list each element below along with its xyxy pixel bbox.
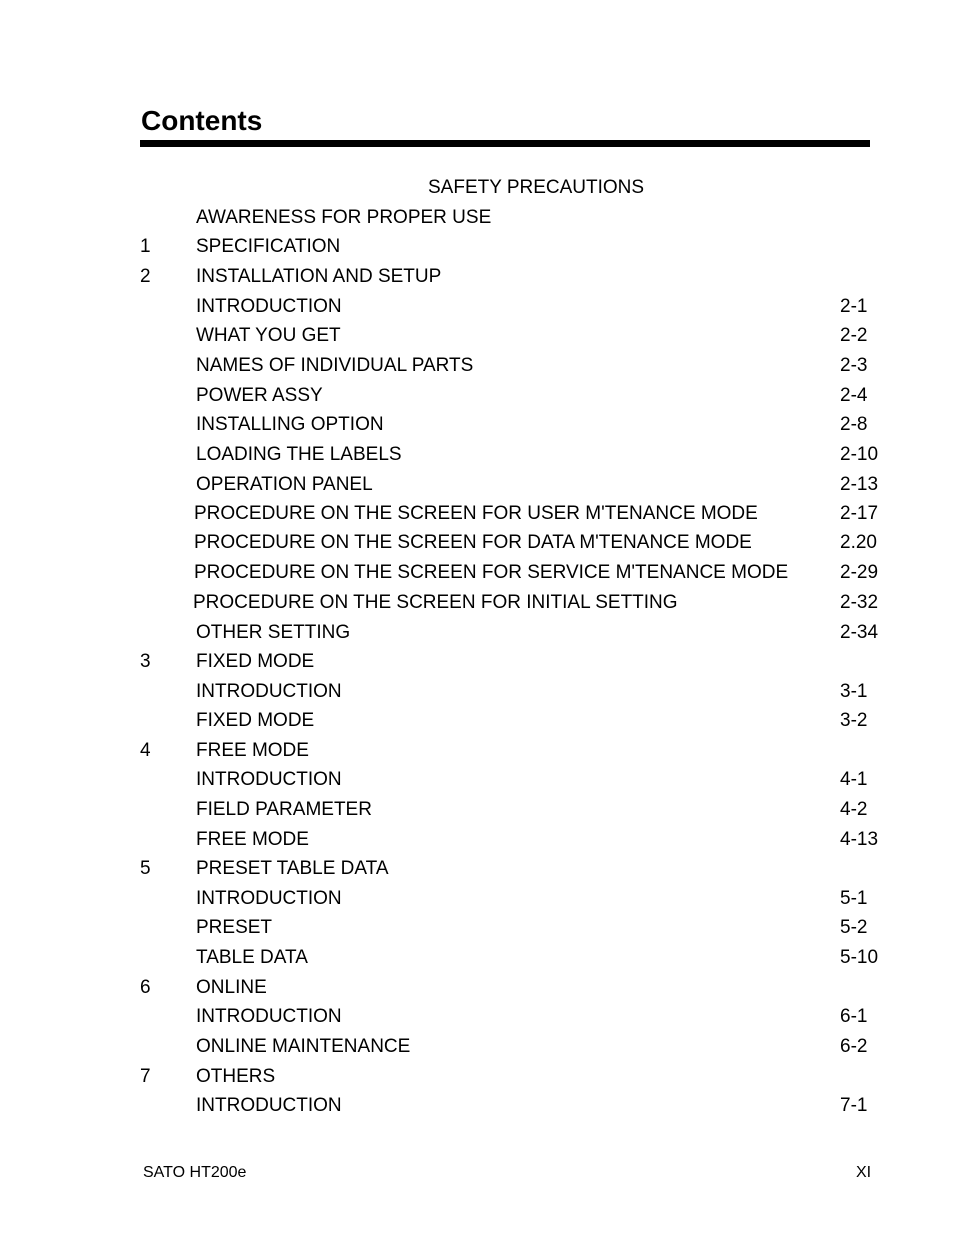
footer-page-number: XI bbox=[856, 1164, 872, 1181]
toc-entry bbox=[0, 828, 954, 852]
toc-entry bbox=[0, 206, 954, 230]
toc-entry bbox=[0, 768, 954, 792]
toc-title: PROCEDURE ON THE SCREEN FOR DATA M'TENANCE MODE bbox=[194, 532, 752, 553]
toc-number: 2 bbox=[140, 266, 151, 287]
toc-title: SPECIFICATION bbox=[196, 236, 341, 257]
toc-title: PROCEDURE ON THE SCREEN FOR INITIAL SETTING bbox=[193, 592, 678, 613]
toc-entry bbox=[0, 324, 954, 348]
toc-title: NAMES OF INDIVIDUAL PARTS bbox=[196, 355, 474, 376]
toc-entry bbox=[0, 265, 954, 289]
toc-title: INSTALLATION AND SETUP bbox=[196, 266, 442, 287]
toc-title: TABLE DATA bbox=[196, 947, 308, 968]
toc-page: 2-3 bbox=[840, 355, 868, 376]
toc-title: FREE MODE bbox=[196, 740, 309, 761]
toc-entry bbox=[0, 413, 954, 437]
toc-entry bbox=[0, 976, 954, 1000]
toc-entry bbox=[0, 1005, 954, 1029]
toc-page: 2-1 bbox=[840, 296, 868, 317]
page-title: Contents bbox=[141, 105, 263, 136]
toc-page: 4-2 bbox=[840, 799, 868, 820]
toc-entry bbox=[0, 887, 954, 911]
toc-title: WHAT YOU GET bbox=[196, 325, 341, 346]
toc-title: INSTALLING OPTION bbox=[196, 414, 384, 435]
toc-title: INTRODUCTION bbox=[196, 1095, 342, 1116]
toc-title: FIXED MODE bbox=[196, 710, 315, 731]
footer-product-name: SATO HT200e bbox=[143, 1164, 247, 1181]
toc-entry bbox=[0, 916, 954, 940]
toc-entry bbox=[0, 176, 954, 200]
toc-title: POWER ASSY bbox=[196, 385, 323, 406]
toc-entry bbox=[0, 680, 954, 704]
toc-title: ONLINE MAINTENANCE bbox=[196, 1036, 411, 1057]
toc-entry bbox=[0, 1065, 954, 1089]
toc-number: 1 bbox=[140, 236, 151, 257]
toc-title: PRESET bbox=[196, 917, 273, 938]
toc-title: INTRODUCTION bbox=[196, 296, 342, 317]
toc-page: 7-1 bbox=[840, 1095, 868, 1116]
toc-title: PRESET TABLE DATA bbox=[196, 858, 389, 879]
toc-entry bbox=[0, 531, 954, 555]
toc-page: 5-10 bbox=[840, 947, 879, 968]
toc-page: 2-2 bbox=[840, 325, 868, 346]
toc-title: OTHER SETTING bbox=[196, 622, 351, 643]
toc-entry bbox=[0, 1094, 954, 1118]
toc-entry bbox=[0, 561, 954, 585]
toc-page: 2-29 bbox=[840, 562, 879, 583]
toc-title: OTHERS bbox=[196, 1066, 276, 1087]
toc-title: INTRODUCTION bbox=[196, 1006, 342, 1027]
toc-page: 4-13 bbox=[840, 829, 879, 850]
toc-number: 4 bbox=[140, 740, 151, 761]
toc-entry bbox=[0, 1035, 954, 1059]
toc-entry bbox=[0, 650, 954, 674]
toc-title: SAFETY PRECAUTIONS bbox=[428, 177, 645, 198]
toc-page: 2-4 bbox=[840, 385, 868, 406]
toc-title: INTRODUCTION bbox=[196, 888, 342, 909]
toc-entry bbox=[0, 857, 954, 881]
toc-entry bbox=[0, 502, 954, 526]
toc-page: 6-2 bbox=[840, 1036, 868, 1057]
toc-title: FREE MODE bbox=[196, 829, 309, 850]
toc-title: LOADING THE LABELS bbox=[196, 444, 402, 465]
toc-page: 2-32 bbox=[840, 592, 879, 613]
toc-number: 7 bbox=[140, 1066, 151, 1087]
toc-entry bbox=[0, 235, 954, 259]
toc-entry bbox=[0, 739, 954, 763]
toc-page: 2-34 bbox=[840, 622, 879, 643]
toc-number: 6 bbox=[140, 977, 151, 998]
toc-title: FIXED MODE bbox=[196, 651, 315, 672]
toc-page: 3-1 bbox=[840, 681, 868, 702]
toc-page: 2-8 bbox=[840, 414, 868, 435]
toc-number: 5 bbox=[140, 858, 151, 879]
toc-page: 2-13 bbox=[840, 474, 879, 495]
toc-page: 2-10 bbox=[840, 444, 879, 465]
toc-entry bbox=[0, 946, 954, 970]
toc-title: PROCEDURE ON THE SCREEN FOR SERVICE M'TENANCE MODE bbox=[194, 562, 789, 583]
toc-page: 6-1 bbox=[840, 1006, 868, 1027]
toc-entry bbox=[0, 354, 954, 378]
toc-page: 5-1 bbox=[840, 888, 868, 909]
toc-entry bbox=[0, 709, 954, 733]
toc-page: 2.20 bbox=[840, 532, 877, 553]
toc-entry bbox=[0, 384, 954, 408]
toc-entry bbox=[0, 443, 954, 467]
toc-page: 3-2 bbox=[840, 710, 868, 731]
title-rule bbox=[140, 140, 870, 147]
toc-entry bbox=[0, 295, 954, 319]
toc-page: 4-1 bbox=[840, 769, 868, 790]
toc-title: ONLINE bbox=[196, 977, 267, 998]
toc-title: AWARENESS FOR PROPER USE bbox=[196, 207, 492, 228]
toc-title: PROCEDURE ON THE SCREEN FOR USER M'TENANCE MODE bbox=[194, 503, 758, 524]
toc-title: OPERATION PANEL bbox=[196, 474, 373, 495]
toc-entry bbox=[0, 473, 954, 497]
toc-entry bbox=[0, 798, 954, 822]
toc-entry bbox=[0, 591, 954, 615]
toc-title: FIELD PARAMETER bbox=[196, 799, 372, 820]
toc-title: INTRODUCTION bbox=[196, 769, 342, 790]
toc-entry bbox=[0, 621, 954, 645]
toc-page: 5-2 bbox=[840, 917, 868, 938]
toc-number: 3 bbox=[140, 651, 151, 672]
toc-page: 2-17 bbox=[840, 503, 879, 524]
toc-title: INTRODUCTION bbox=[196, 681, 342, 702]
